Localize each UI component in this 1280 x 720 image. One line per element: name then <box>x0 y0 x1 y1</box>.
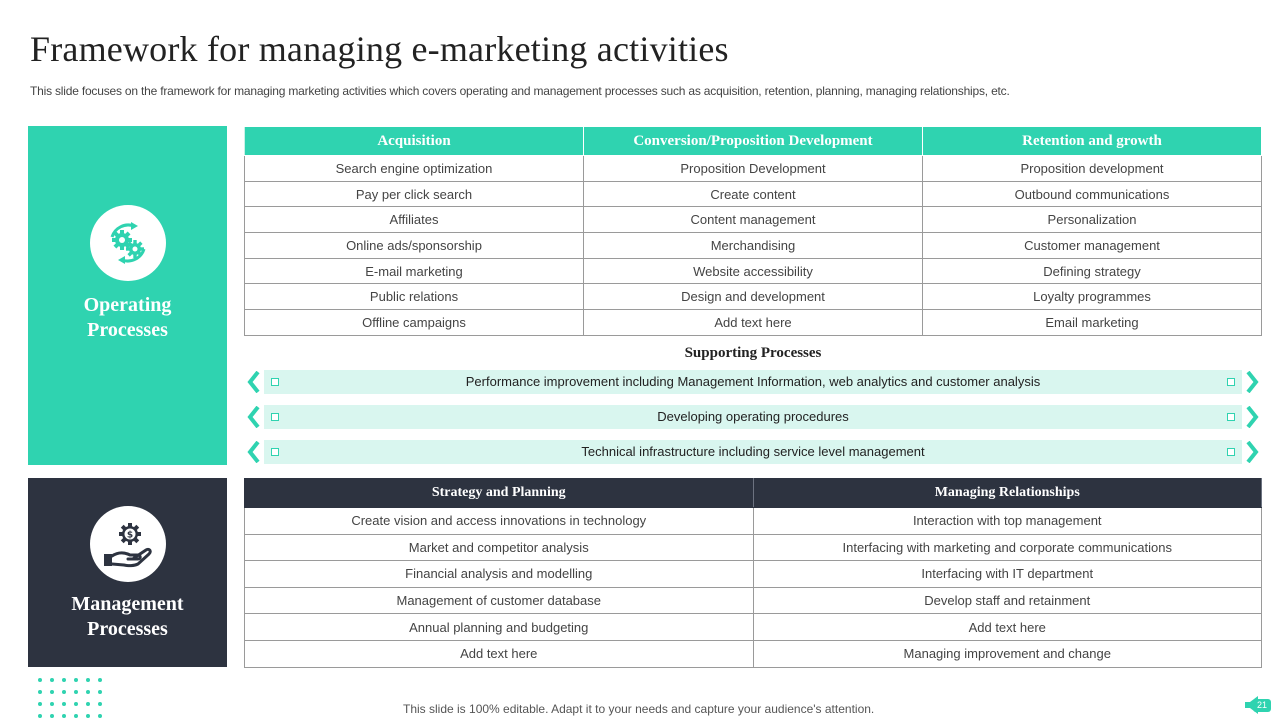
table-header: Conversion/Proposition Development <box>584 127 923 156</box>
table-row <box>245 207 1262 233</box>
square-bullet-icon <box>1227 378 1235 386</box>
table-cell: Outbound communications <box>923 181 1262 207</box>
management-label-line1: Management <box>71 593 184 615</box>
square-bullet-icon <box>1227 448 1235 456</box>
table-cell: Website accessibility <box>584 258 923 284</box>
chevron-left-icon <box>246 441 262 463</box>
management-processes-table <box>244 478 1262 668</box>
table-cell: Loyalty programmes <box>923 284 1262 310</box>
table-cell: Add text here <box>584 310 923 336</box>
table-cell: Content management <box>584 207 923 233</box>
table-row <box>245 587 1262 614</box>
square-bullet-icon <box>1227 413 1235 421</box>
table-cell: Proposition Development <box>584 156 923 182</box>
table-cell: Offline campaigns <box>245 310 584 336</box>
chevron-right-icon <box>1244 371 1260 393</box>
hand-money-gear-icon <box>90 506 166 582</box>
square-bullet-icon <box>271 413 279 421</box>
table-cell: Online ads/sponsorship <box>245 233 584 259</box>
table-cell: Defining strategy <box>923 258 1262 284</box>
table-cell: Proposition development <box>923 156 1262 182</box>
svg-text:$: $ <box>126 530 133 541</box>
table-cell: Interfacing with IT department <box>753 561 1262 588</box>
supporting-process-text: Performance improvement including Management Information, web analytics and customer analysis <box>465 374 1041 389</box>
table-cell: Email marketing <box>923 310 1262 336</box>
table-header-row <box>245 479 1262 508</box>
supporting-process-text: Technical infrastructure including service level management <box>581 444 925 459</box>
table-cell: Create content <box>584 181 923 207</box>
table-cell: Create vision and access innovations in technology <box>245 508 754 535</box>
table-cell: Search engine optimization <box>245 156 584 182</box>
table-row <box>245 640 1262 667</box>
table-cell: Interaction with top management <box>753 508 1262 535</box>
table-cell: Merchandising <box>584 233 923 259</box>
operating-label-line2: Processes <box>87 319 168 341</box>
table-row <box>245 561 1262 588</box>
operating-label-line1: Operating <box>83 294 172 316</box>
chevron-left-icon <box>246 406 262 428</box>
table-cell: Market and competitor analysis <box>245 534 754 561</box>
table-row <box>245 534 1262 561</box>
table-cell: Design and development <box>584 284 923 310</box>
table-row <box>245 310 1262 336</box>
table-cell: Public relations <box>245 284 584 310</box>
table-cell: Annual planning and budgeting <box>245 614 754 641</box>
operating-processes-label <box>84 293 172 343</box>
table-cell: Financial analysis and modelling <box>245 561 754 588</box>
table-cell: Pay per click search <box>245 181 584 207</box>
supporting-process-item <box>244 440 1262 464</box>
slide-subtitle: This slide focuses on the framework for managing marketing activities which covers operating and management processes such as acquisition, retention, planning, managing relationships, etc. <box>30 84 1010 98</box>
square-bullet-icon <box>271 378 279 386</box>
table-cell: Develop staff and retainment <box>753 587 1262 614</box>
gears-cycle-icon <box>90 205 166 281</box>
management-processes-label <box>71 592 183 642</box>
supporting-process-text: Developing operating procedures <box>657 409 849 424</box>
chevron-right-icon <box>1244 406 1260 428</box>
decorative-dot-grid <box>38 678 102 720</box>
operating-processes-table <box>244 126 1262 336</box>
management-processes-panel <box>28 478 227 667</box>
table-row <box>245 156 1262 182</box>
operating-processes-panel <box>28 126 227 465</box>
table-cell: Management of customer database <box>245 587 754 614</box>
page-number: 21 <box>1253 699 1271 712</box>
slide-title: Framework for managing e-marketing activities <box>30 29 729 69</box>
chevron-right-icon <box>1244 441 1260 463</box>
table-row <box>245 258 1262 284</box>
table-row <box>245 508 1262 535</box>
table-cell: Personalization <box>923 207 1262 233</box>
table-cell: E-mail marketing <box>245 258 584 284</box>
table-header-row <box>245 127 1262 156</box>
footer-note: This slide is 100% editable. Adapt it to your needs and capture your audience's attention. <box>403 702 875 716</box>
table-cell: Affiliates <box>245 207 584 233</box>
table-header: Managing Relationships <box>753 479 1262 508</box>
table-row <box>245 181 1262 207</box>
table-cell: Add text here <box>245 640 754 667</box>
square-bullet-icon <box>271 448 279 456</box>
table-row <box>245 284 1262 310</box>
table-cell: Interfacing with marketing and corporate communications <box>753 534 1262 561</box>
chevron-left-icon <box>246 371 262 393</box>
table-cell: Managing improvement and change <box>753 640 1262 667</box>
supporting-process-item <box>244 370 1262 394</box>
table-header: Acquisition <box>245 127 584 156</box>
table-row <box>245 233 1262 259</box>
management-label-line2: Processes <box>87 618 168 640</box>
supporting-processes-title: Supporting Processes <box>684 345 822 361</box>
table-cell: Customer management <box>923 233 1262 259</box>
table-header: Strategy and Planning <box>245 479 754 508</box>
table-row <box>245 614 1262 641</box>
table-cell: Add text here <box>753 614 1262 641</box>
table-header: Retention and growth <box>923 127 1262 156</box>
supporting-process-item <box>244 405 1262 429</box>
